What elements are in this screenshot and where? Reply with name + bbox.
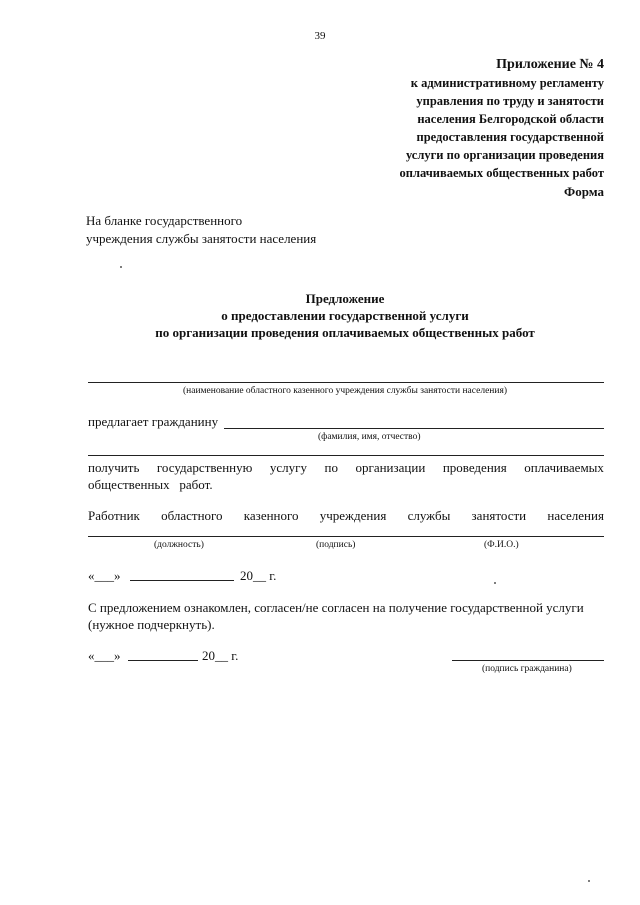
date-year-field: 20__ г.: [202, 648, 239, 663]
citizen-signature-line: [452, 660, 604, 661]
citizen-name-line-2: [88, 455, 604, 456]
date-year-field: 20__ г.: [240, 568, 277, 583]
appendix-line: к административному регламенту: [410, 76, 604, 90]
appendix-line: предоставления государственной: [416, 130, 604, 144]
name-caption: (Ф.И.О.): [484, 540, 519, 550]
word: организации: [355, 460, 426, 475]
offers-label: предлагает гражданину: [88, 414, 219, 429]
appendix-title: Приложение № 4: [496, 57, 604, 72]
date-month-line: [128, 660, 198, 661]
underline-note: (нужное подчеркнуть).: [88, 617, 215, 632]
appendix-line: услуги по организации проведения: [405, 148, 604, 162]
page-number: 39: [314, 30, 326, 42]
employee-signature-line: [88, 536, 604, 537]
title-line: Предложение: [305, 291, 385, 306]
word: учреждения: [319, 508, 387, 523]
word: занятости: [471, 508, 527, 523]
date-day-field: «___»: [88, 568, 121, 583]
word: областного: [161, 508, 223, 523]
appendix-line: оплачиваемых общественных работ: [399, 166, 604, 180]
word: получить: [88, 460, 140, 475]
word: оплачиваемых: [524, 460, 604, 475]
letterhead-line: На бланке государственного: [86, 213, 243, 228]
employee-line: [88, 508, 604, 524]
institution-caption: (наименование областного казенного учреждения службы занятости населения): [182, 386, 507, 396]
scan-speck: [588, 880, 590, 882]
service-sentence-end: общественных работ.: [88, 477, 213, 492]
word: Работник: [88, 508, 140, 523]
citizen-signature-caption: (подпись гражданина): [482, 664, 572, 674]
form-label: Форма: [564, 184, 604, 199]
title-line: по организации проведения оплачиваемых общественных работ: [155, 325, 535, 340]
signature-caption: (подпись): [316, 540, 356, 550]
appendix-line: управления по труду и занятости: [416, 94, 604, 108]
date-month-line: [130, 580, 234, 581]
date-day-field: «___»: [88, 648, 121, 663]
service-sentence-line: [88, 460, 604, 476]
word: казенного: [243, 508, 299, 523]
fullname-caption: (фамилия, имя, отчество): [318, 432, 421, 442]
citizen-name-line: [224, 428, 604, 429]
word: проведения: [442, 460, 507, 475]
letterhead-note: [86, 212, 316, 248]
word: службы: [407, 508, 451, 523]
title-line: о предоставлении государственной услуги: [221, 308, 469, 323]
appendix-line: населения Белгородской области: [417, 112, 604, 126]
letterhead-line: учреждения службы занятости населения: [86, 231, 317, 246]
scan-speck: [494, 582, 496, 584]
position-caption: (должность): [154, 540, 204, 550]
word: государственную: [156, 460, 253, 475]
word: по: [324, 460, 338, 475]
acquainted-line: С предложением ознакомлен, согласен/не согласен на получение государственной услуги: [88, 600, 584, 615]
word: населения: [547, 508, 604, 523]
word: услугу: [269, 460, 307, 475]
document-title: [0, 290, 640, 341]
scan-speck: [120, 266, 122, 268]
institution-name-line: [88, 382, 604, 383]
appendix-header: [274, 56, 604, 182]
